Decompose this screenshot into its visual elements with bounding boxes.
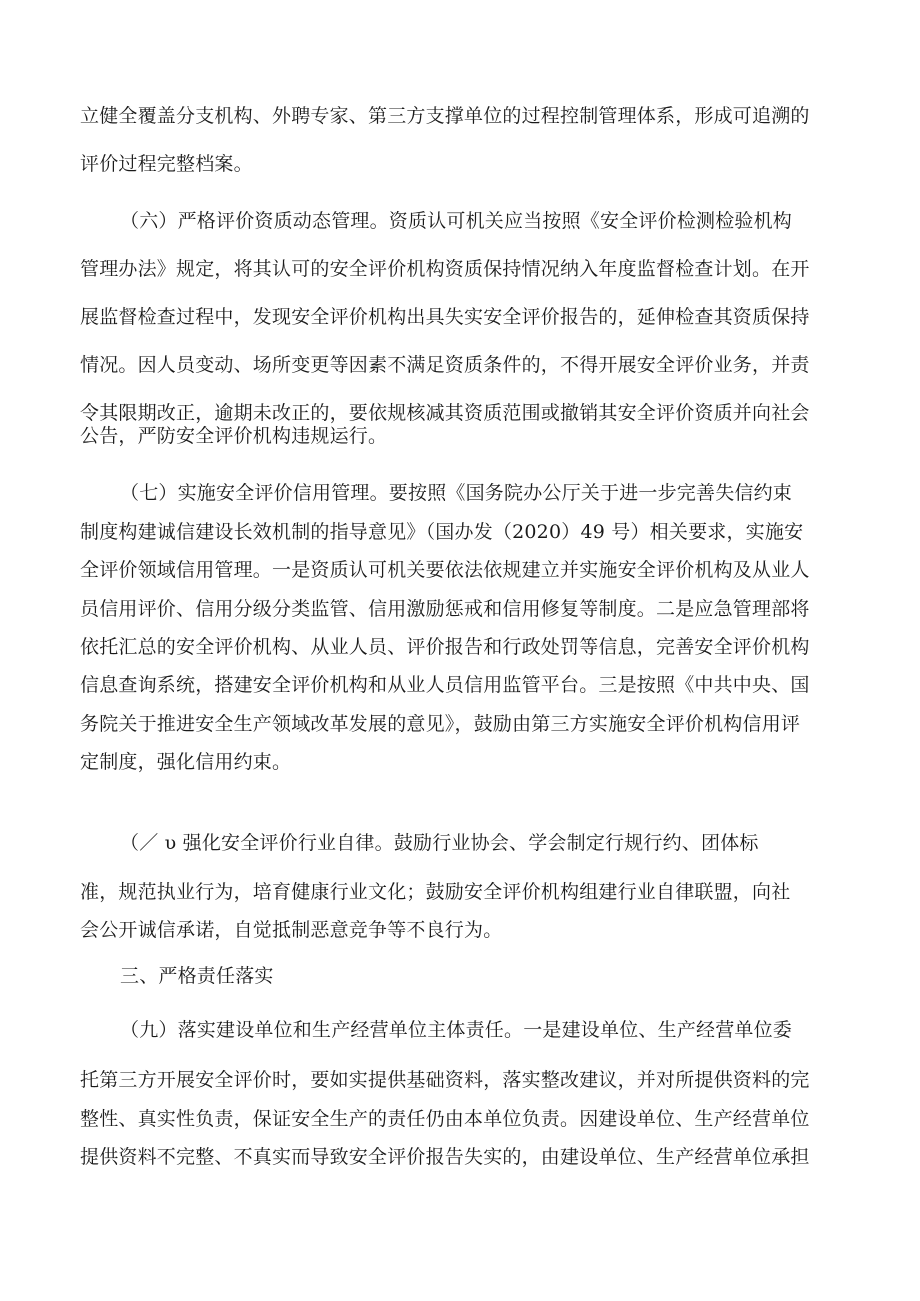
text-line: （六）严格评价资质动态管理。资质认可机关应当按照《安全评价检测检验机构 [120,210,793,232]
text-line: 情况。因人员变动、场所变更等因素不满足资质条件的，不得开展安全评价业务，并责 [80,354,810,376]
text-line: （七）实施安全评价信用管理。要按照《国务院办公厅关于进一步完善失信约束 [120,482,793,504]
text-line: 全评价领域信用管理。一是资质认可机关要依法依规建立并实施安全评价机构及从业人 [80,559,810,581]
text-line: 管理办法》规定，将其认可的安全评价机构资质保持情况纳入年度监督检查计划。在开 [80,258,810,280]
text-line: 托第三方开展安全评价时，要如实提供基础资料，落实整改建议，并对所提供资料的完 [80,1069,810,1091]
text-line: 定制度，强化信用约束。 [80,751,292,773]
text-line: （九）落实建设单位和生产经营单位主体责任。一是建设单位、生产经营单位委 [120,1019,793,1041]
text-line: 令其限期改正，逾期未改正的，要依规核减其资质范围或撤销其安全评价资质并向社会 [80,402,810,424]
text-line: 制度构建诚信建设长效机制的指导意见》（国办发（2020）49 号）相关要求，实施安 [80,521,804,543]
text-line: 整性、真实性负责，保证安全生产的责任仍由本单位负责。因建设单位、生产经营单位 [80,1108,810,1130]
text-line: 公告，严防安全评价机构违规运行。 [80,425,388,447]
text-line: 立健全覆盖分支机构、外聘专家、第三方支撑单位的过程控制管理体系，形成可追溯的 [80,105,810,127]
text-line: 会公开诚信承诺，自觉抵制恶意竞争等不良行为。 [80,919,503,941]
text-line: 展监督检查过程中，发现安全评价机构出具失实安全评价报告的，延伸检查其资质保持 [80,306,810,328]
heading-text: 三、严格责任落实 [120,965,274,987]
text-line: （／ υ 强化安全评价行业自律。鼓励行业协会、学会制定行规行约、团体标 [120,832,759,854]
text-line: 依托汇总的安全评价机构、从业人员、评价报告和行政处罚等信息，完善安全评价机构 [80,636,810,658]
text-line: 信息查询系统，搭建安全评价机构和从业人员信用监管平台。三是按照《中共中央、国 [80,674,810,696]
text-line: 员信用评价、信用分级分类监管、信用激励惩戒和信用修复等制度。二是应急管理部将 [80,598,810,620]
text-line: 评价过程完整档案。 [80,153,253,175]
text-line: 务院关于推进安全生产领域改革发展的意见》，鼓励由第三方实施安全评价机构信用评 [80,713,801,735]
text-line: 提供资料不完整、不真实而导致安全评价报告失实的，由建设单位、生产经营单位承担 [80,1146,810,1168]
text-line: 准，规范执业行为，培育健康行业文化；鼓励安全评价机构组建行业自律联盟，向社 [80,881,791,903]
